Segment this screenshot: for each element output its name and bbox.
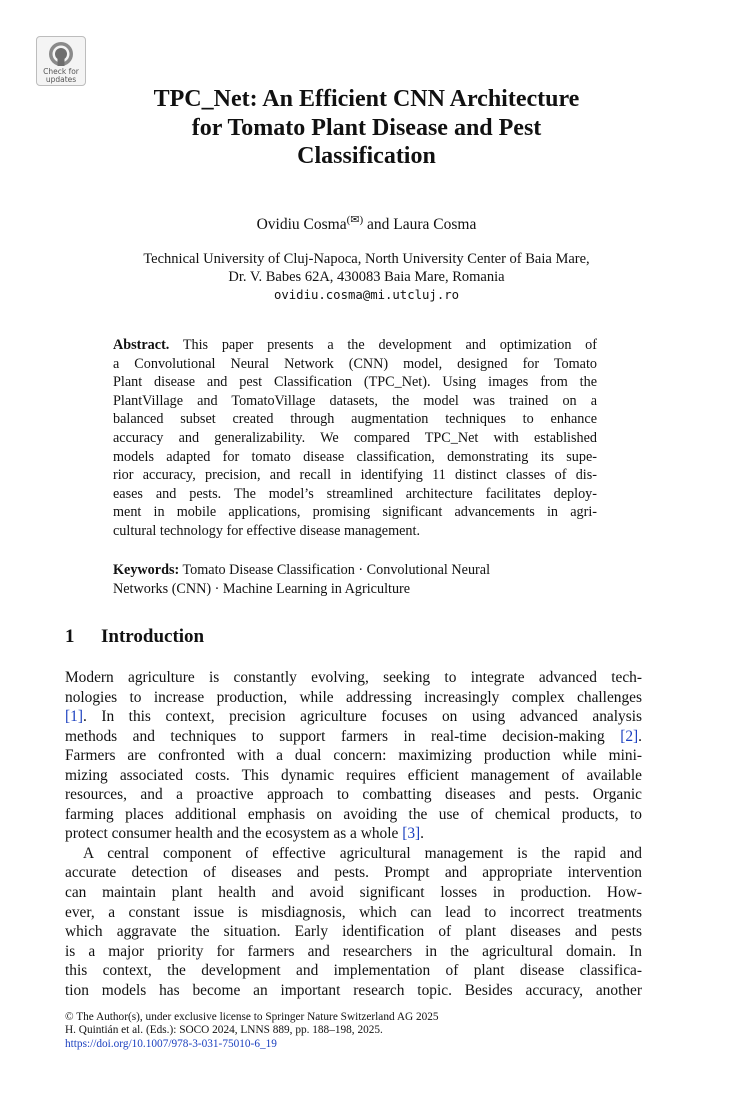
body-line: Farmers are confronted with a dual concern: maximizing production while mini- [65,747,642,765]
abstract-line: a Convolutional Neural Network (CNN) model, designed for Tomato [113,355,597,372]
abstract-line: accuracy and generalizability. We compared TPC_Net with established [113,429,597,446]
body-line: mizing associated costs. This dynamic requires efficient management of available [65,766,642,784]
body-line: tion models has become an important research topic. Besides accuracy, another [65,981,642,999]
author-1: Ovidiu Cosma [256,216,347,233]
abstract-line: PlantVillage and TomatoVillage datasets, the model was trained on a [113,392,597,409]
abstract-text: This paper presents a the development and optimization of [169,337,597,353]
corresponding-author-mark: (✉) [346,214,364,226]
proceedings-line: H. Quintián et al. (Eds.): SOCO 2024, LNNS 889, pp. 188–198, 2025. [65,1024,383,1037]
body-text-segment: . [420,825,425,843]
keywords-label: Keywords: [113,562,180,578]
author-2: Laura Cosma [393,216,477,233]
body-line: Modern agriculture is constantly evolving, seeking to integrate advanced tech- [65,669,642,686]
copyright-footnote [65,1011,642,1051]
body-text-segment: protect consumer health and the ecosystem as a whole [65,825,403,843]
author-joiner: and [363,216,394,233]
keywords-line-2: Networks (CNN) · Machine Learning in Agriculture [113,580,411,597]
abstract-line: cultural technology for effective disease management. [113,522,421,539]
body-line [65,824,642,844]
abstract-line: Plant disease and pest Classification (TPC_Net). Using images from the [113,374,597,391]
keywords-text: Tomato Disease Classification · Convolutional Neural [179,562,491,578]
body-line: resources, and a proactive approach to combatting diseases and pests. Organic [65,786,642,804]
body-line: nologies to increase production, while addressing increasingly complex challenges [65,688,642,706]
body-line: which aggravate the situation. Early identification of plant diseases and pests [65,923,642,941]
body-line: A central component of effective agricultural management is the rapid and [83,844,642,862]
body-line: farming places additional emphasis on avoiding the use of chemical products, to [65,805,642,823]
badge-label-1: Check for [43,67,79,76]
abstract-line: ment in mobile applications, promising significant advancements in agri- [113,504,597,521]
body-line: is a major priority for farmers and researchers in the agricultural domain. In [65,942,642,960]
abstract-line: rior accuracy, precision, and recall in identifying 11 distinct classes of dis- [113,467,597,484]
abstract-line [113,336,597,355]
body-line: accurate detection of diseases and pests. Prompt and appropriate intervention [65,864,642,882]
abstract-line: models adapted for tomato disease classification, demonstrating its supe- [113,448,597,465]
section-title: Introduction [101,626,205,647]
title-line-1: TPC_Net: An Efficient CNN Architecture [153,86,580,112]
section-number: 1 [65,626,75,647]
keywords [113,561,597,598]
citation-link[interactable]: [2] [620,727,639,745]
affiliation-line-2: Dr. V. Babes 62A, 430083 Baia Mare, Romania [228,269,505,285]
check-for-updates-icon [48,41,74,67]
body-text-segment: . [638,727,642,745]
author-email[interactable]: ovidiu.cosma@mi.utcluj.ro [273,288,460,302]
body-text-segment: . In this context, precision agriculture focuses on using advanced analysis [82,708,642,726]
copyright-line: © The Author(s), under exclusive license to Springer Nature Switzerland AG 2025 [65,1011,439,1023]
badge-label-2: updates [45,75,77,84]
abstract-line: balanced subset created through augmentation techniques to enhance [113,411,597,428]
citation-link[interactable]: [1] [65,708,83,726]
author-list [0,211,733,234]
body-text-segment: methods and techniques to support farmers in real-time decision-making [65,727,621,745]
abstract [113,336,597,541]
abstract-label: Abstract. [113,337,170,353]
paper-title [80,85,653,171]
body-line: can maintain plant health and avoid significant losses in production. How- [65,884,642,902]
body-line: this context, the development and implementation of plant disease classifica- [65,962,642,980]
affiliation [80,250,653,304]
title-line-2: for Tomato Plant Disease and Pest [191,114,542,141]
abstract-line: eases and pests. The model’s streamlined architecture facilitates deploy- [113,485,597,502]
affiliation-line-1: Technical University of Cluj-Napoca, North University Center of Baia Mare, [143,251,590,267]
citation-link[interactable]: [3] [402,825,421,843]
body-line: ever, a constant issue is misdiagnosis, which can lead to incorrect treatments [65,903,642,921]
body-text [65,668,642,1000]
title-line-3: Classification [297,143,436,169]
doi-link[interactable]: https://doi.org/10.1007/978-3-031-75010-6_19 [65,1037,277,1050]
section-heading-introduction [65,626,204,648]
body-line [65,727,642,747]
keywords-line-1 [113,561,597,580]
check-for-updates-badge[interactable] [36,36,86,86]
body-line [65,707,642,727]
